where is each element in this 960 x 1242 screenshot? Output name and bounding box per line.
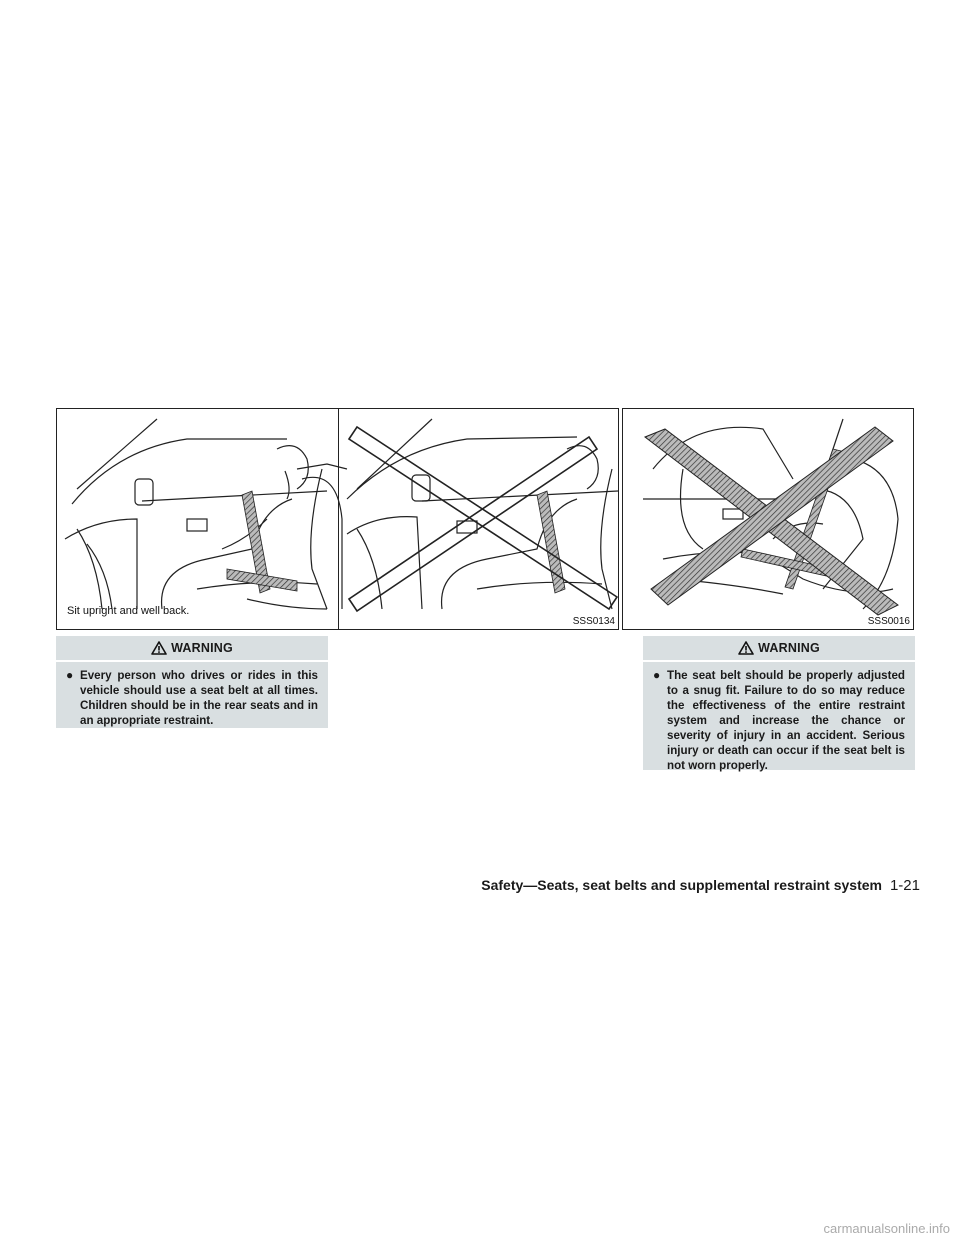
warning-heading — [643, 636, 915, 662]
figure-sss0016 — [622, 408, 914, 630]
panel-divider — [338, 409, 339, 629]
warning-title: WARNING — [758, 641, 820, 655]
warning-text: The seat belt should be properly adjusted to a snug fit. Failure to do so may reduce the effectiveness of the entire restraint system and increase the chance or severity of injury in an accident. Serious injury or death can occur if the seat belt is not worn properly. — [667, 669, 905, 772]
warning-box-2 — [643, 636, 915, 770]
page-number: 1-21 — [889, 877, 920, 894]
warning-item — [643, 662, 915, 781]
page-footer — [420, 877, 920, 894]
warning-triangle-icon — [738, 641, 754, 655]
warning-title: WARNING — [171, 641, 233, 655]
warning-triangle-icon — [151, 641, 167, 655]
figure-sss0134 — [56, 408, 619, 630]
figure-code: SSS0134 — [572, 616, 615, 627]
warning-heading — [56, 636, 328, 662]
warning-text: Every person who drives or rides in this vehicle should use a seat belt at all times. Children should be in the rear seats and in an appropriate restraint. — [80, 669, 318, 727]
watermark: carmanualsonline.info — [823, 1221, 950, 1236]
section-title: Safety—Seats, seat belts and supplemental restraint system — [481, 877, 882, 893]
figure-code: SSS0016 — [867, 616, 910, 627]
warning-box-1 — [56, 636, 328, 728]
warning-item — [56, 662, 328, 736]
figure-caption: Sit upright and well back. — [67, 605, 190, 617]
bullet: ● — [66, 668, 74, 682]
bullet: ● — [653, 668, 661, 682]
seat-belt-illustration-incorrect-reclined — [623, 409, 913, 629]
